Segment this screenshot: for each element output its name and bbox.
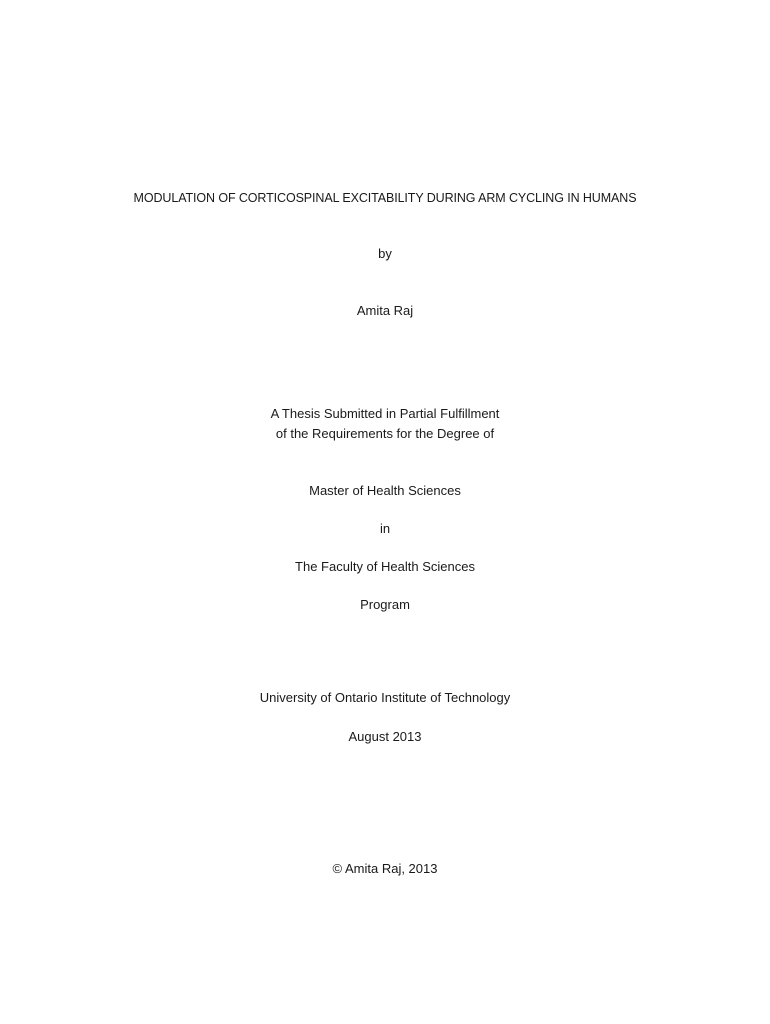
- in-label: in: [379, 521, 391, 536]
- degree-name: Master of Health Sciences: [309, 483, 461, 498]
- submission-statement-line-2: of the Requirements for the Degree of: [275, 426, 495, 441]
- by-label: by: [378, 246, 392, 261]
- university-name: University of Ontario Institute of Technology: [259, 690, 511, 705]
- faculty-name: The Faculty of Health Sciences: [295, 559, 475, 574]
- thesis-title: MODULATION OF CORTICOSPINAL EXCITABILITY DURING ARM CYCLING IN HUMANS: [133, 191, 637, 205]
- submission-statement-line-1: A Thesis Submitted in Partial Fulfillment: [270, 406, 500, 421]
- submission-date: August 2013: [348, 729, 422, 744]
- author-name: Amita Raj: [356, 303, 414, 318]
- program-label: Program: [360, 597, 410, 612]
- copyright-notice: © Amita Raj, 2013: [332, 861, 438, 876]
